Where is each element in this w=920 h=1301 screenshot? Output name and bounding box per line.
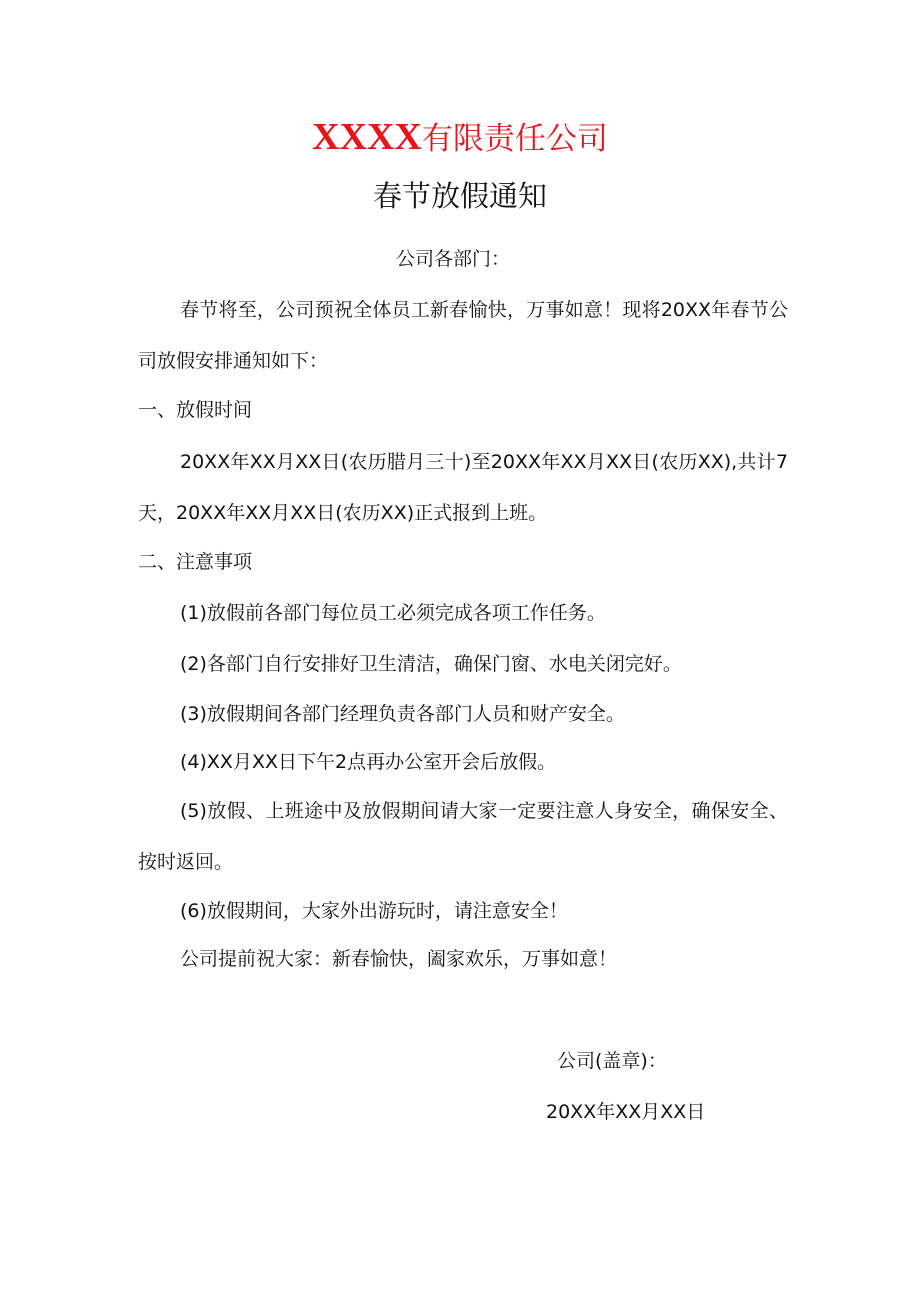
- notice-item-2: (2)各部门自行安排好卫生清洁，确保门窗、水电关闭完好。: [180, 653, 682, 675]
- intro-paragraph: 春节将至，公司预祝全体员工新春愉快，万事如意！现将20XX年春节公司放假安排通知如下：: [138, 299, 788, 372]
- company-name-cjk: 有限责任公司: [421, 121, 608, 157]
- section-1-body: 20XX年XX月XX日(农历腊月三十)至20XX年XX月XX日(农历XX),共计7天，20XX年XX月XX日(农历XX)正式报到上班。: [138, 451, 788, 524]
- company-name: [0, 112, 920, 164]
- section-2-heading: 二、注意事项: [138, 551, 253, 573]
- notice-item-3: (3)放假期间各部门经理负责各部门人员和财产安全。: [180, 703, 625, 725]
- salutation: 公司各部门：: [396, 248, 511, 270]
- closing-greeting: 公司提前祝大家：新春愉快，阖家欢乐，万事如意！: [180, 948, 618, 970]
- notice-item-5: (5)放假、上班途中及放假期间请大家一定要注意人身安全，确保安全、按时返回。: [138, 800, 788, 873]
- section-1-heading: 一、放假时间: [138, 399, 253, 421]
- notice-item-1: (1)放假前各部门每位员工必须完成各项工作任务。: [180, 602, 606, 624]
- notice-date: 20XX年XX月XX日: [546, 1101, 706, 1123]
- notice-title: 春节放假通知: [372, 179, 547, 213]
- company-seal-label: 公司(盖章)：: [557, 1050, 667, 1072]
- company-name-latin: XXXX: [312, 116, 422, 158]
- notice-item-4: (4)XX月XX日下午2点再办公室开会后放假。: [180, 751, 557, 773]
- notice-item-6: (6)放假期间，大家外出游玩时，请注意安全！: [180, 900, 568, 922]
